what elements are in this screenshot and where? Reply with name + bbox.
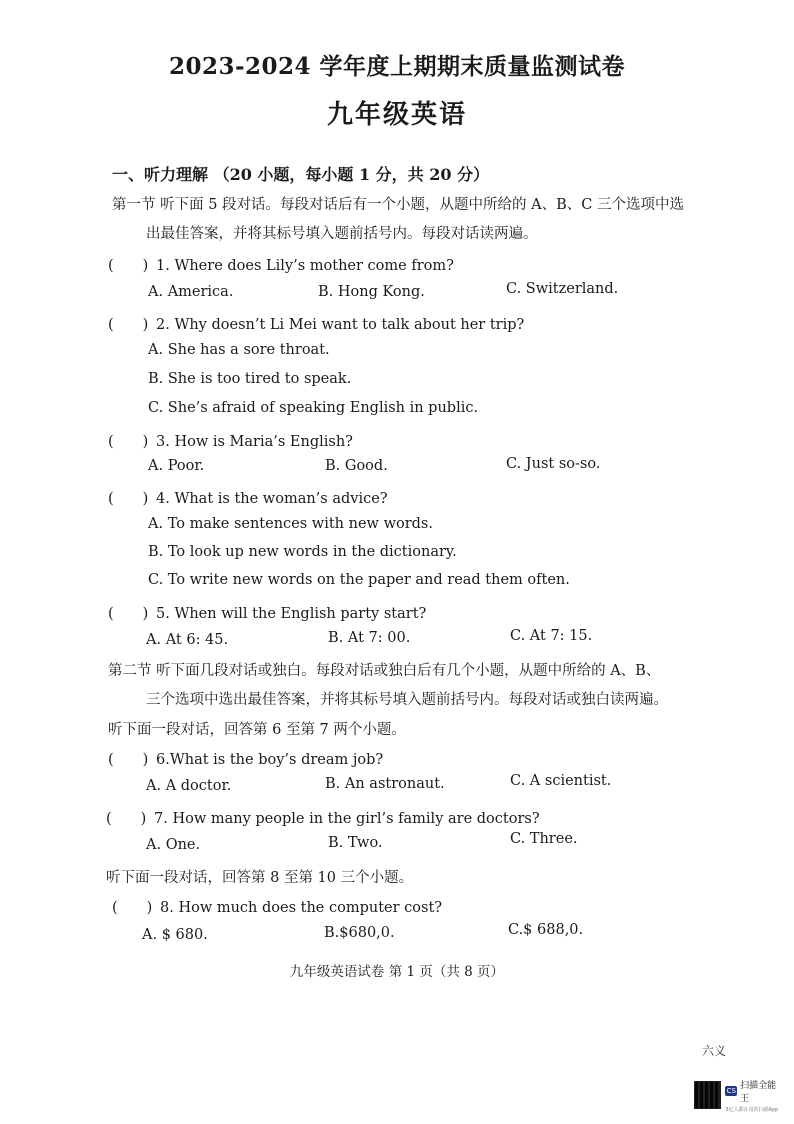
question-3 (108, 430, 353, 451)
brand-tagline: 3亿人都在用的扫描App (725, 1106, 779, 1113)
exam-title: 2023-2024 学年度上期期末质量监测试卷 (168, 53, 626, 80)
question-4 (108, 487, 388, 508)
option-5b: B. At 7: 00. (328, 630, 411, 646)
brand-logo (725, 1078, 784, 1113)
question-8 (112, 896, 442, 917)
question-stem: 2. Why doesn’t Li Mei want to talk about her trip? (156, 317, 525, 333)
option-1c: C. Switzerland. (506, 281, 619, 297)
option-4b: B. To look up new words in the dictionary. (148, 544, 457, 560)
option-4c: C. To write new words on the paper and read them often. (148, 572, 570, 588)
option-2b: B. She is too tired to speak. (148, 371, 352, 387)
question-stem: 7. How many people in the girl’s family are doctors? (154, 811, 540, 827)
answer-paren: ( ) (108, 752, 149, 768)
option-2c: C. She’s afraid of speaking English in public. (148, 400, 479, 416)
question-6 (108, 748, 383, 769)
question-stem: 5. When will the English party start? (156, 606, 427, 622)
dialogue-intro-6-7: 听下面一段对话，回答第 6 至第 7 两个小题。 (108, 722, 406, 738)
question-stem: 8. How much does the computer cost? (160, 900, 443, 916)
handwritten-mark: 六义 (702, 1044, 727, 1058)
option-6a: A. A doctor. (146, 778, 232, 794)
option-5c: C. At 7: 15. (510, 628, 593, 644)
dialogue-intro-8-10: 听下面一段对话，回答第 8 至第 10 三个小题。 (106, 870, 414, 886)
exam-subject: 九年级英语 (326, 100, 467, 130)
answer-paren: ( ) (112, 900, 153, 916)
option-7b: B. Two. (328, 835, 383, 851)
question-1 (108, 254, 454, 275)
answer-paren: ( ) (108, 258, 149, 274)
question-5 (108, 602, 426, 623)
option-3a: A. Poor. (148, 458, 205, 474)
option-5a: A. At 6: 45. (146, 632, 229, 648)
question-stem: 1. Where does Lily’s mother come from? (156, 258, 454, 274)
option-7c: C. Three. (510, 831, 578, 847)
option-8b: B.$680,0. (324, 925, 395, 941)
question-2 (108, 313, 524, 334)
option-3b: B. Good. (325, 458, 388, 474)
answer-paren: ( ) (108, 606, 149, 622)
option-1b: B. Hong Kong. (318, 284, 425, 300)
cs-logo-icon: CS (726, 1086, 736, 1095)
option-8c: C.$ 688,0. (508, 922, 584, 938)
answer-paren: ( ) (108, 434, 149, 450)
question-stem: 3. How is Maria’s English? (156, 434, 353, 450)
option-7a: A. One. (146, 837, 201, 853)
answer-paren: ( ) (106, 811, 147, 827)
answer-paren: ( ) (108, 317, 149, 333)
part2-instruction-line1: 第二节 听下面几段对话或独白。每段对话或独白后有几个小题，从题中所给的 A、B、 (108, 663, 661, 679)
option-1a: A. America. (148, 284, 234, 300)
option-2a: A. She has a sore throat. (148, 342, 330, 358)
question-stem: 4. What is the woman’s advice? (156, 491, 388, 507)
section-heading: 一、听力理解 （20 小题，每小题 1 分，共 20 分） (112, 165, 490, 184)
brand-name: 扫描全能王 (740, 1080, 777, 1104)
option-6c: C. A scientist. (510, 773, 612, 789)
part1-instruction-line2: 出最佳答案，并将其标号填入题前括号内。每段对话读两遍。 (146, 226, 538, 242)
option-4a: A. To make sentences with new words. (148, 516, 433, 532)
option-8a: A. $ 680. (142, 927, 208, 943)
scanner-watermark (694, 1080, 784, 1113)
option-6b: B. An astronaut. (325, 776, 445, 792)
answer-paren: ( ) (108, 491, 149, 507)
question-7 (106, 807, 540, 828)
question-stem: 6.What is the boy’s dream job? (156, 752, 384, 768)
qr-code-icon (694, 1081, 721, 1109)
part2-instruction-line2: 三个选项中选出最佳答案，并将其标号填入题前括号内。每段对话或独白读两遍。 (146, 692, 668, 708)
page-footer: 九年级英语试卷 第 1 页（共 8 页） (289, 964, 505, 980)
part1-instruction-line1: 第一节 听下面 5 段对话。每段对话后有一个小题，从题中所给的 A、B、C 三个选项中选 (112, 197, 684, 213)
option-3c: C. Just so-so. (506, 456, 601, 472)
